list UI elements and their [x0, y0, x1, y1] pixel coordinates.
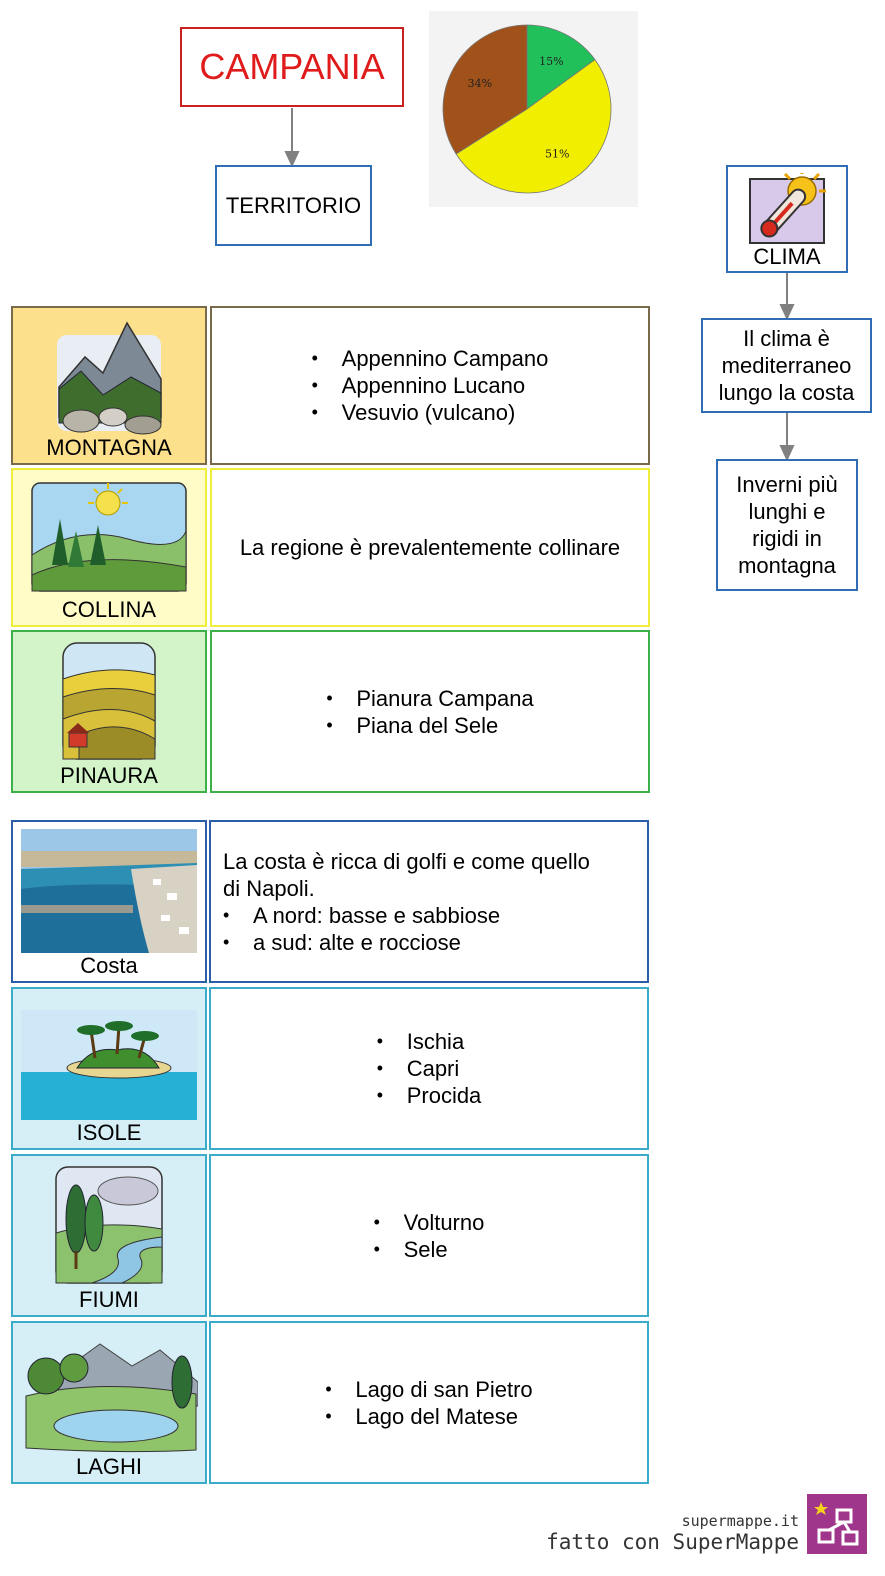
map-title: CAMPANIA: [180, 27, 404, 107]
supermappe-logo-icon[interactable]: [807, 1494, 867, 1554]
clima-label: CLIMA: [753, 244, 821, 269]
arrowhead: [781, 305, 793, 318]
costa-caption: Costa: [80, 953, 138, 978]
pie-label: 34%: [467, 77, 493, 91]
list-item: • Procida: [377, 1082, 482, 1109]
laghi-caption: LAGHI: [75, 1454, 143, 1479]
list-item: • Volturno: [374, 1209, 485, 1236]
river-icon: [52, 1163, 166, 1287]
fiumi-cell: [11, 1154, 207, 1317]
territorio-node: TERRITORIO: [215, 165, 372, 246]
arrowhead: [781, 446, 793, 459]
footer-site[interactable]: supermappe.it: [681, 1512, 799, 1530]
hills-icon: [28, 479, 190, 597]
lake-icon: [20, 1336, 198, 1454]
fiumi-caption: FIUMI: [79, 1287, 139, 1312]
isole-cell: [11, 987, 207, 1150]
fiumi-list: [374, 1209, 485, 1263]
laghi-list: [325, 1376, 532, 1430]
collina-caption: COLLINA: [61, 597, 157, 622]
pianura-caption: PINAURA: [60, 763, 158, 788]
collina-description: La regione è prevalentemente collinare: [239, 535, 621, 560]
pie-chart: [429, 11, 638, 207]
pie-label: 51%: [544, 147, 570, 161]
list-item: • Capri: [377, 1055, 482, 1082]
list-item: • Appennino Lucano: [312, 372, 549, 399]
costa-text: [209, 820, 649, 983]
list-item: • Sele: [374, 1236, 485, 1263]
mountain-icon: [51, 317, 167, 435]
thermometer-sun-icon: [746, 173, 828, 245]
montagna-cell: [11, 306, 207, 465]
list-item: • Vesuvio (vulcano): [312, 399, 549, 426]
collina-cell: [11, 468, 207, 627]
list-item: • Ischia: [377, 1028, 482, 1055]
list-item: • Piana del Sele: [326, 712, 533, 739]
list-item: • Lago di san Pietro: [325, 1376, 532, 1403]
pianura-cell: [11, 630, 207, 793]
costa-line-1: La costa è ricca di golfi e come quello: [223, 848, 590, 874]
isole-caption: ISOLE: [76, 1120, 142, 1145]
list-item: • Pianura Campana: [326, 685, 533, 712]
pianura-text: [210, 630, 650, 793]
clima-node: [726, 165, 848, 273]
list-item: • Appennino Campano: [312, 345, 549, 372]
montagna-caption: MONTAGNA: [46, 435, 172, 460]
island-icon: [21, 1010, 197, 1120]
collina-text: [210, 468, 650, 627]
list-item: • a sud: alte e rocciose: [223, 929, 590, 956]
laghi-text: [209, 1321, 649, 1484]
pianura-list: [326, 685, 533, 739]
montagna-list: [312, 345, 549, 426]
montagna-text: [210, 306, 650, 465]
pie-svg: [429, 11, 638, 207]
clima-note-mountain: Inverni più lunghi e rigidi in montagna: [716, 459, 858, 591]
costa-line-2: di Napoli.: [223, 875, 315, 901]
list-item: • A nord: basse e sabbiose: [223, 902, 590, 929]
isole-text: [209, 987, 649, 1150]
fiumi-text: [209, 1154, 649, 1317]
laghi-cell: [11, 1321, 207, 1484]
list-item: • Lago del Matese: [325, 1403, 532, 1430]
isole-list: [377, 1028, 482, 1109]
pie-label: 15%: [539, 55, 564, 69]
costa-list: [223, 902, 590, 956]
arrowhead: [286, 152, 298, 165]
costa-cell: [11, 820, 207, 983]
plain-fields-icon: [59, 639, 159, 763]
footer-made-with: fatto con SuperMappe: [546, 1530, 799, 1554]
coast-photo: [21, 829, 197, 953]
clima-note-coast: Il clima è mediterraneo lungo la costa: [701, 318, 872, 413]
